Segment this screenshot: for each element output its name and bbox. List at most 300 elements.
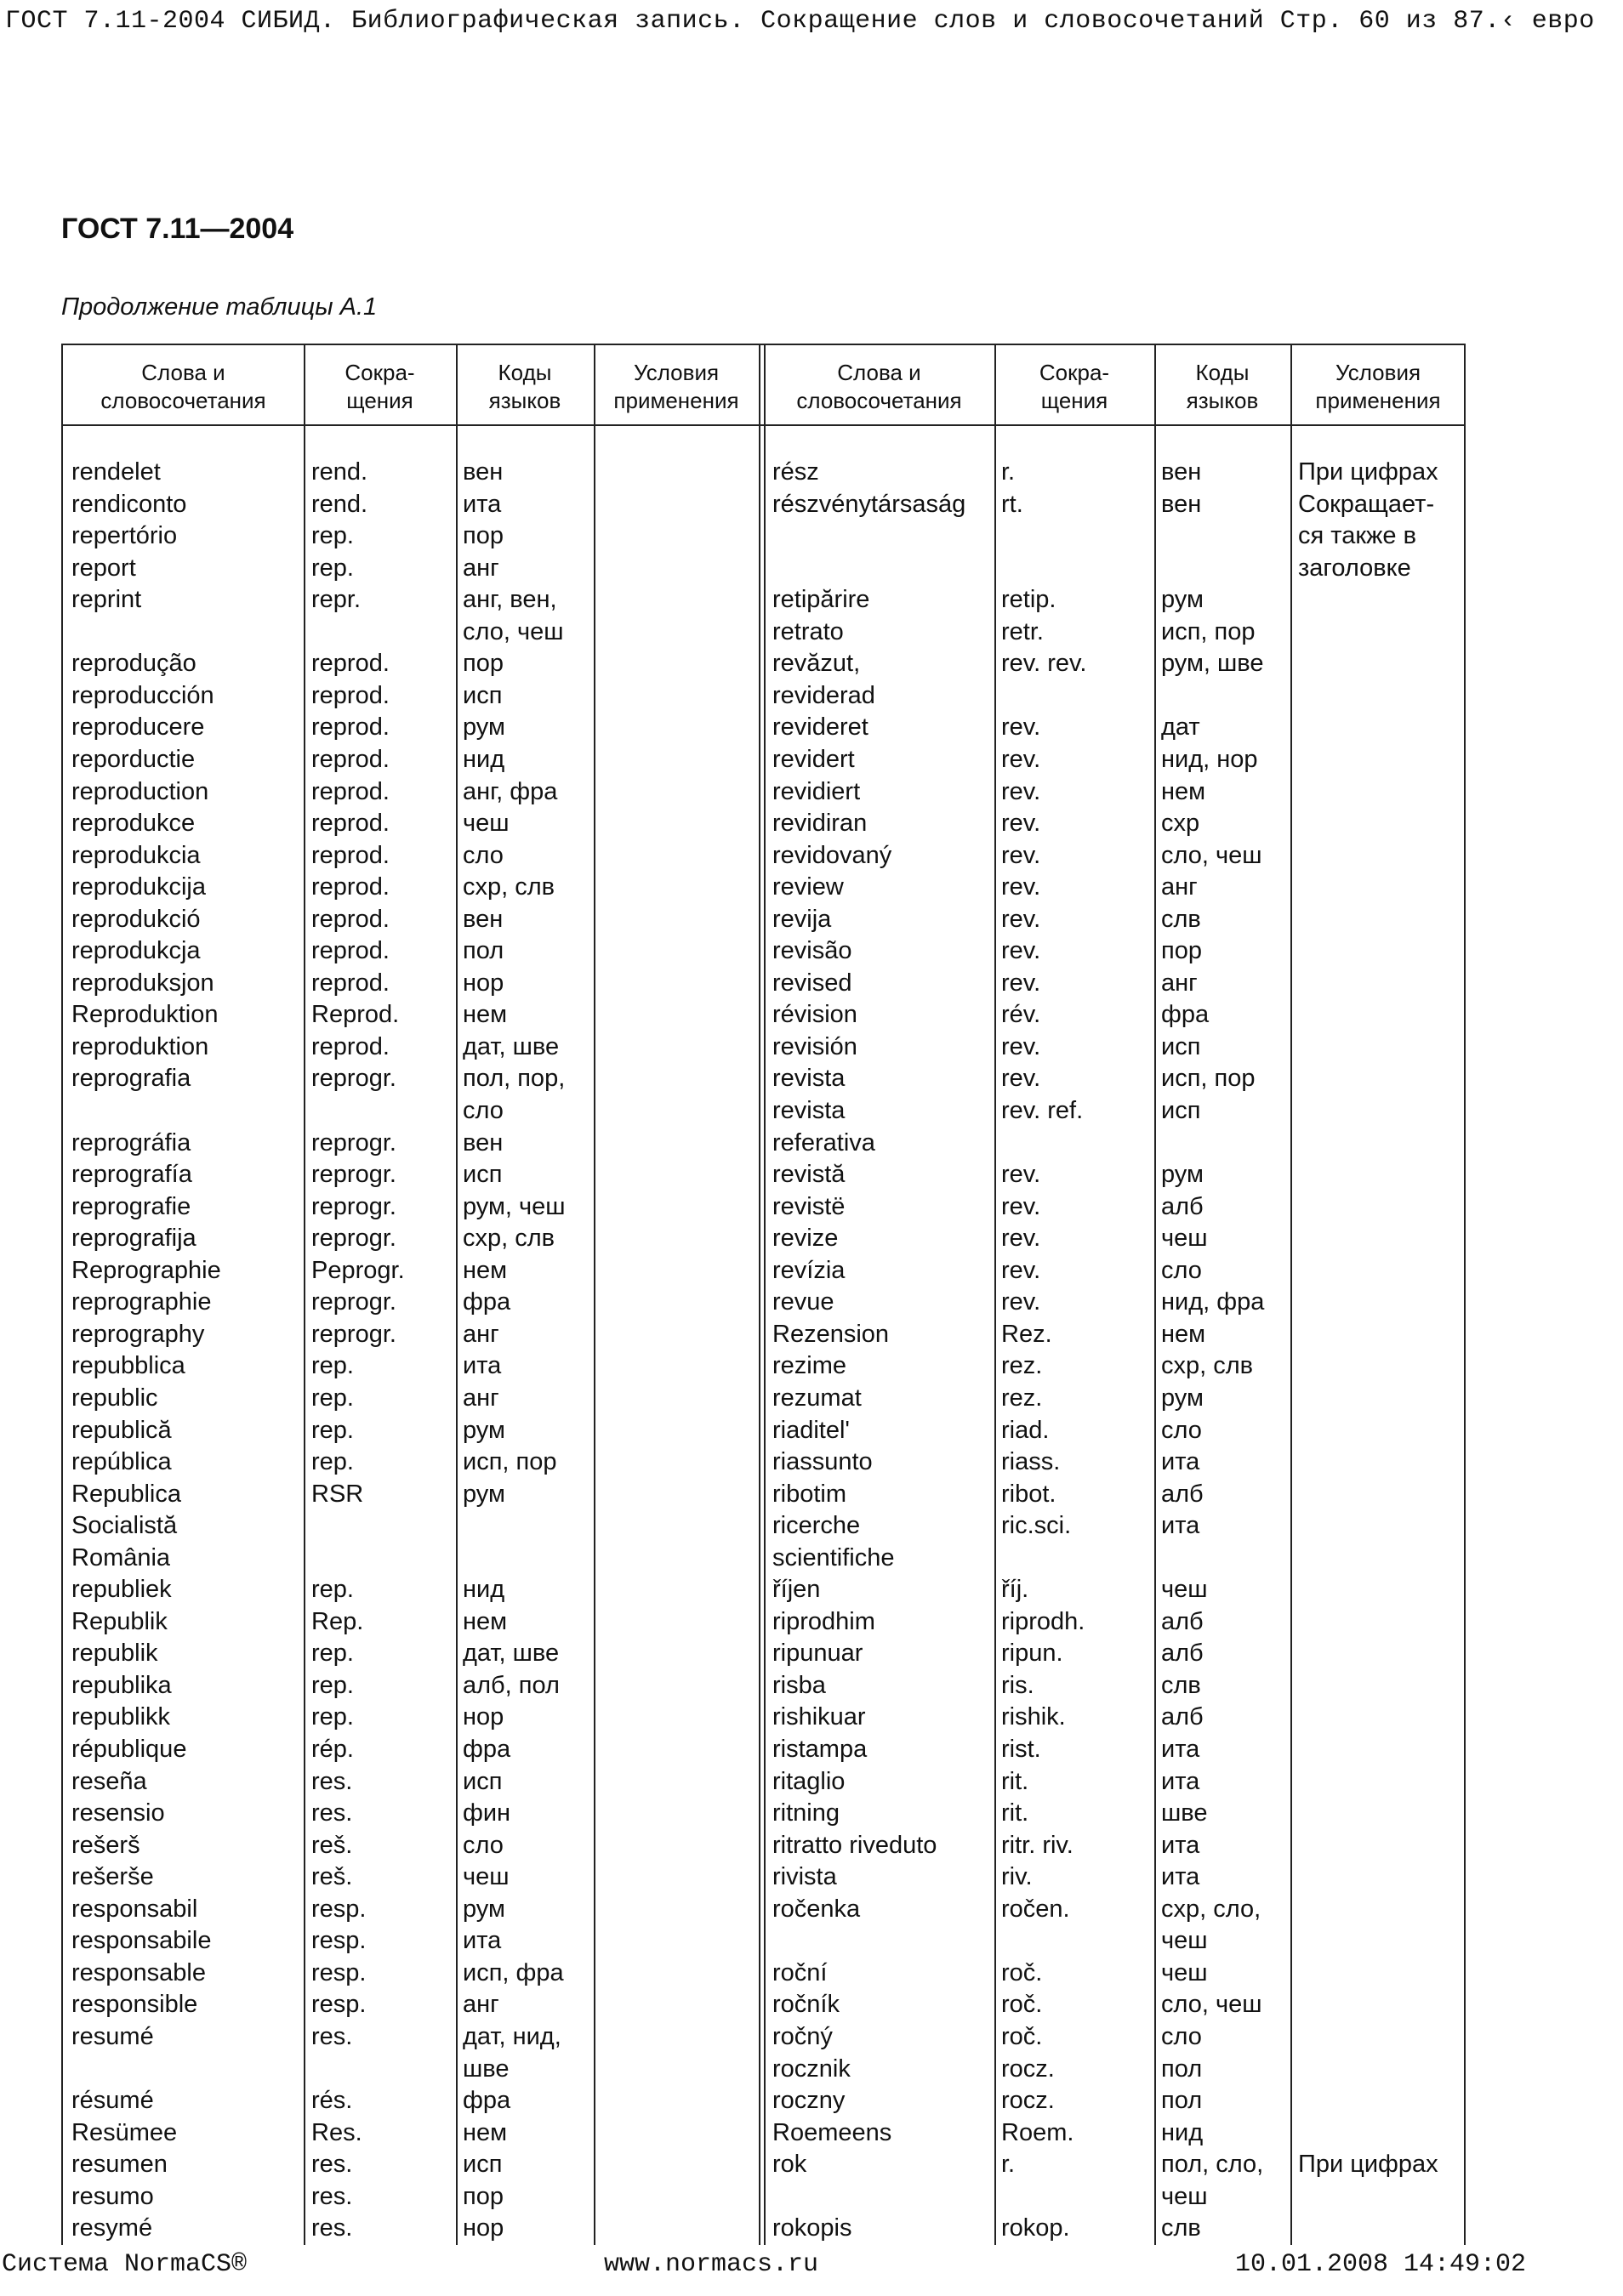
cell-abbrev-right: rev. [1001, 777, 1041, 805]
cell-word-right: ročný [772, 2022, 833, 2050]
cell-lang: нем [463, 1607, 508, 1635]
cell-word-right: revisión [772, 1032, 857, 1060]
cell-abbrev: rep. [311, 554, 354, 582]
cell-word-right: retipărire [772, 586, 870, 614]
cell-lang: фра [463, 1736, 511, 1763]
cell-abbrev-right: rt. [1001, 490, 1023, 518]
cell-word: république [71, 1736, 187, 1763]
cell-lang-right: нем [1161, 777, 1206, 805]
cell-abbrev-right: rev. [1001, 1225, 1041, 1253]
cell-abbrev-right: rocz. [1001, 2054, 1055, 2083]
cell-lang-right: ита [1161, 1831, 1200, 1859]
table-row [63, 1669, 1464, 1702]
cell-abbrev-right: ric.sci. [1001, 1512, 1072, 1540]
cell-word-right: revised [772, 969, 852, 997]
cell-word: republică [71, 1416, 172, 1444]
cell-lang-right: ита [1161, 1448, 1200, 1476]
cell-word-right: rezumat [772, 1384, 862, 1412]
table-row [63, 1414, 1464, 1446]
cell-word-right: riprodhim [772, 1607, 875, 1635]
cell-lang-right: слв [1161, 2214, 1201, 2242]
table-row [63, 998, 1464, 1031]
cell-word: reprodução [71, 650, 196, 678]
cell-word: rendiconto [71, 490, 187, 518]
table-row [63, 903, 1464, 935]
cell-abbrev-right: riprodh. [1001, 1607, 1085, 1635]
cell-lang-right: слв [1161, 905, 1201, 933]
cell-lang: алб, пол [463, 1671, 560, 1699]
cell-abbrev: rep. [311, 1671, 354, 1699]
cell-word: reproduction [71, 777, 209, 805]
cell-lang-right: вен [1161, 458, 1202, 486]
cell-condition-right: ся также в [1298, 522, 1417, 550]
cell-word-right: revize [772, 1225, 839, 1253]
cell-lang: ита [463, 490, 502, 518]
cell-lang-right: сло, чеш [1161, 841, 1262, 869]
cell-word: reporductie [71, 745, 196, 773]
footer-system-name: Система NormaCS® [2, 2250, 248, 2279]
cell-word: resumen [71, 2151, 168, 2179]
cell-lang: дат, нид, [463, 2022, 561, 2050]
cell-word: republikk [71, 1703, 171, 1731]
cell-abbrev: reprod. [311, 681, 390, 709]
cell-lang-right: сло [1161, 1256, 1202, 1284]
cell-abbrev-right: rist. [1001, 1736, 1041, 1763]
cell-abbrev-right: rit. [1001, 1767, 1029, 1795]
abbreviation-table [61, 344, 1466, 2245]
cell-condition-right: При цифрах [1298, 458, 1438, 486]
table-row [63, 1957, 1464, 1989]
cell-abbrev-right: rev. rev. [1001, 650, 1087, 678]
cell-abbrev-right: rev. [1001, 1065, 1041, 1093]
cell-lang: исп [463, 681, 503, 709]
cell-word: Republica [71, 1480, 181, 1508]
cell-abbrev-right: ribot. [1001, 1480, 1056, 1508]
cell-lang: фра [463, 2087, 511, 2115]
cell-abbrev-right: rev. ref. [1001, 1097, 1084, 1124]
cell-abbrev-right: retip. [1001, 586, 1056, 614]
cell-abbrev-right: říj. [1001, 1576, 1029, 1604]
cell-word: rešerš [71, 1831, 140, 1859]
cell-word: reprodukcija [71, 873, 206, 901]
cell-abbrev-right: rev. [1001, 713, 1041, 742]
cell-abbrev: rés. [311, 2087, 353, 2115]
cell-lang-right: алб [1161, 1703, 1204, 1731]
cell-abbrev: reš. [311, 1831, 353, 1859]
cell-lang-right: слв [1161, 1671, 1201, 1699]
cell-word-right: revista [772, 1097, 846, 1124]
cell-lang-right: схр [1161, 810, 1200, 838]
cell-abbrev-right: Rez. [1001, 1320, 1052, 1348]
cell-lang: чеш [463, 1863, 510, 1891]
cell-abbrev-right: rev. [1001, 873, 1041, 901]
cell-word-right: rishikuar [772, 1703, 866, 1731]
table-row [63, 1542, 1464, 1574]
table-row [63, 1573, 1464, 1605]
cell-lang: сло [463, 1097, 504, 1124]
cell-lang: ита [463, 1927, 502, 1955]
cell-word-right: ročník [772, 1991, 840, 2019]
cell-abbrev: res. [311, 1767, 353, 1795]
table-row [63, 2148, 1464, 2180]
cell-lang: нем [463, 1256, 508, 1284]
cell-lang-right: нем [1161, 1320, 1206, 1348]
cell-abbrev: res. [311, 1799, 353, 1827]
cell-word: reprografie [71, 1192, 191, 1220]
cell-lang: рум [463, 1895, 505, 1923]
cell-lang: сло [463, 1831, 504, 1859]
cell-word-right: riassunto [772, 1448, 873, 1476]
cell-word-right: rocznik [772, 2054, 851, 2083]
cell-lang: чеш [463, 810, 510, 838]
cell-lang: рум [463, 713, 505, 742]
table-row [63, 1893, 1464, 1925]
cell-word: reprodukcja [71, 937, 201, 965]
cell-word: responsabile [71, 1927, 212, 1955]
table-row [63, 1478, 1464, 1510]
table-row [63, 1829, 1464, 1861]
cell-abbrev: reprogr. [311, 1065, 396, 1093]
cell-lang: анг, вен, [463, 586, 557, 614]
cell-lang: пор [463, 522, 504, 550]
table-row [63, 1701, 1464, 1733]
cell-abbrev: reprod. [311, 937, 390, 965]
cell-lang: пол, пор, [463, 1065, 566, 1093]
table-row [63, 1733, 1464, 1765]
cell-word-right: ripunuar [772, 1640, 863, 1668]
cell-lang-right: ита [1161, 1863, 1200, 1891]
cell-lang-right: рум, шве [1161, 650, 1264, 678]
cell-lang-right: алб [1161, 1480, 1204, 1508]
cell-word-right: revăzut, [772, 650, 861, 678]
cell-word: rešerše [71, 1863, 154, 1891]
cell-lang: пор [463, 650, 504, 678]
cell-lang-right: нид, нор [1161, 745, 1258, 773]
cell-lang: нид [463, 745, 505, 773]
cell-lang: рум, чеш [463, 1192, 566, 1220]
cell-abbrev: reprod. [311, 841, 390, 869]
cell-lang: сло [463, 841, 504, 869]
cell-word-right: ristampa [772, 1736, 868, 1763]
cell-word-right: rész [772, 458, 819, 486]
table-row [63, 1350, 1464, 1382]
cell-word: resymé [71, 2214, 153, 2242]
cell-abbrev: rép. [311, 1736, 354, 1763]
cell-lang-right: исп, пор [1161, 617, 1256, 645]
cell-abbrev: reprod. [311, 777, 390, 805]
cell-word: reproduksjon [71, 969, 214, 997]
cell-word: reprografia [71, 1065, 191, 1093]
cell-lang-right: чеш [1161, 1576, 1208, 1604]
cell-abbrev-right: Roem. [1001, 2118, 1074, 2146]
cell-word-right: ritratto riveduto [772, 1831, 937, 1859]
cell-lang-right: фра [1161, 1001, 1210, 1029]
cell-abbrev-right: rev. [1001, 745, 1041, 773]
cell-word: România [71, 1543, 171, 1571]
cell-condition-right: заголовке [1298, 554, 1411, 582]
cell-word-right: revisão [772, 937, 852, 965]
cell-word-right: részvénytársaság [772, 490, 966, 518]
cell-abbrev-right: rev. [1001, 1256, 1041, 1284]
cell-abbrev: rend. [311, 458, 368, 486]
table-row [63, 1031, 1464, 1063]
cell-word: reproducción [71, 681, 214, 709]
cell-lang: анг [463, 1991, 499, 2019]
cell-word: Socialistă [71, 1512, 178, 1540]
cell-condition-right: Сокращает- [1298, 490, 1435, 518]
cell-word: Reprographie [71, 1256, 221, 1284]
cell-word-right: Roemeens [772, 2118, 892, 2146]
table-row [63, 1286, 1464, 1318]
cell-abbrev: reprod. [311, 745, 390, 773]
cell-word-right: revue [772, 1288, 834, 1316]
cell-lang-right: пол [1161, 2087, 1203, 2115]
cell-abbrev-right: ročen. [1001, 1895, 1070, 1923]
table-row [63, 1158, 1464, 1191]
table-row [63, 1988, 1464, 2020]
cell-abbrev: resp. [311, 1991, 367, 2019]
table-row [63, 2180, 1464, 2213]
cell-word: repubblica [71, 1352, 185, 1380]
cell-abbrev: rep. [311, 1448, 354, 1476]
cell-lang: рум [463, 1416, 505, 1444]
cell-word: rendelet [71, 458, 161, 486]
cell-word: résumé [71, 2087, 154, 2115]
cell-word-right: ročenka [772, 1895, 861, 1923]
cell-abbrev: reprod. [311, 873, 390, 901]
cell-abbrev-right: rev. [1001, 969, 1041, 997]
cell-abbrev: rep. [311, 1640, 354, 1668]
cell-abbrev-right: ris. [1001, 1671, 1034, 1699]
cell-abbrev-right: rev. [1001, 1161, 1041, 1189]
cell-abbrev-right: roč. [1001, 2022, 1043, 2050]
table-row [63, 1446, 1464, 1478]
cell-abbrev-right: rishik. [1001, 1703, 1066, 1731]
cell-lang-right: анг [1161, 969, 1198, 997]
cell-lang-right: алб [1161, 1192, 1204, 1220]
cell-abbrev-right: rocz. [1001, 2087, 1055, 2115]
cell-lang: нем [463, 1001, 508, 1029]
cell-abbrev-right: rev. [1001, 905, 1041, 933]
table-row [63, 520, 1464, 552]
cell-lang-right: дат [1161, 713, 1200, 742]
cell-abbrev: rep. [311, 522, 354, 550]
footer-website: www.normacs.ru [604, 2250, 819, 2279]
cell-abbrev-right: rez. [1001, 1384, 1043, 1412]
cell-word-right: retrato [772, 617, 844, 645]
cell-abbrev: reprod. [311, 969, 390, 997]
cell-word: resensio [71, 1799, 165, 1827]
cell-abbrev: reprogr. [311, 1320, 396, 1348]
cell-abbrev-right: roč. [1001, 1991, 1043, 2019]
cell-word: reprography [71, 1320, 205, 1348]
cell-abbrev: reprogr. [311, 1161, 396, 1189]
cell-lang: анг, фра [463, 777, 558, 805]
table-row [63, 616, 1464, 648]
cell-abbrev: reprod. [311, 650, 390, 678]
table-row [63, 711, 1464, 743]
cell-word-right: revidiran [772, 810, 868, 838]
table-row [63, 1062, 1464, 1094]
cell-abbrev: res. [311, 2182, 353, 2210]
header-conditions: Условия применения [613, 360, 739, 413]
cell-lang: сло, чеш [463, 617, 564, 645]
cell-word-right: reviderad [772, 681, 875, 709]
cell-word-right: révision [772, 1001, 857, 1029]
cell-abbrev-right: rez. [1001, 1352, 1043, 1380]
table-row [63, 2053, 1464, 2085]
cell-lang-right: пол, сло, [1161, 2151, 1264, 2179]
header-divider [63, 424, 1464, 426]
cell-word: republik [71, 1640, 158, 1668]
table-row [63, 583, 1464, 616]
cell-abbrev-right: rev. [1001, 810, 1041, 838]
table-row [63, 1637, 1464, 1669]
cell-abbrev-right: ritr. riv. [1001, 1831, 1073, 1859]
cell-lang-right: вен [1161, 490, 1202, 518]
cell-abbrev: rep. [311, 1703, 354, 1731]
table-row [63, 1605, 1464, 1638]
cell-word-right: scientifiche [772, 1543, 895, 1571]
cell-word: Reproduktion [71, 1001, 219, 1029]
header-conditions-right: Условия применения [1315, 360, 1441, 413]
cell-abbrev-right: rev. [1001, 841, 1041, 869]
table-row [63, 456, 1464, 488]
table-row [63, 2212, 1464, 2244]
cell-lang: исп [463, 1767, 503, 1795]
cell-lang-right: исп, пор [1161, 1065, 1256, 1093]
cell-lang: нем [463, 2118, 508, 2146]
cell-lang: вен [463, 1128, 504, 1157]
table-row [63, 488, 1464, 520]
cell-abbrev: RSR [311, 1480, 364, 1508]
cell-word: resumé [71, 2022, 154, 2050]
cell-lang: дат, шве [463, 1640, 560, 1668]
table-row [63, 1861, 1464, 1893]
cell-word-right: riaditel' [772, 1416, 850, 1444]
table-row [63, 743, 1464, 776]
cell-word-right: roční [772, 1958, 828, 1986]
cell-lang-right: ита [1161, 1736, 1200, 1763]
cell-abbrev-right: rév. [1001, 1001, 1041, 1029]
cell-abbrev-right: riad. [1001, 1416, 1050, 1444]
cell-lang: схр, слв [463, 1225, 555, 1253]
cell-lang-right: схр, сло, [1161, 1895, 1261, 1923]
cell-word: reprodukce [71, 810, 196, 838]
cell-condition-right: При цифрах [1298, 2151, 1438, 2179]
cell-word: reprographie [71, 1288, 212, 1316]
footer-timestamp: 10.01.2008 14:49:02 [1235, 2250, 1527, 2279]
cell-lang-right: чеш [1161, 1927, 1208, 1955]
table-row [63, 1127, 1464, 1159]
header-abbrev-right: Сокра- щения [1039, 360, 1110, 413]
cell-abbrev: reprogr. [311, 1225, 396, 1253]
cell-word: responsabil [71, 1895, 198, 1923]
cell-word-right: referativa [772, 1128, 875, 1157]
cell-abbrev-right: riass. [1001, 1448, 1061, 1476]
cell-lang: фра [463, 1288, 511, 1316]
cell-word: republika [71, 1671, 172, 1699]
cell-word-right: revízia [772, 1256, 846, 1284]
cell-word: Resümee [71, 2118, 178, 2146]
cell-lang-right: шве [1161, 1799, 1208, 1827]
table-row [63, 776, 1464, 808]
cell-abbrev: res. [311, 2151, 353, 2179]
cell-abbrev: reprod. [311, 810, 390, 838]
cell-word: republiek [71, 1576, 172, 1604]
cell-lang-right: пор [1161, 937, 1202, 965]
table-row [63, 552, 1464, 584]
table-row [63, 679, 1464, 712]
cell-abbrev: reprod. [311, 713, 390, 742]
table-row [63, 2084, 1464, 2117]
cell-lang-right: рум [1161, 586, 1204, 614]
cell-word-right: rezime [772, 1352, 847, 1380]
cell-abbrev-right: rev. [1001, 937, 1041, 965]
cell-word: reprografía [71, 1161, 192, 1189]
cell-abbrev: Res. [311, 2118, 362, 2146]
cell-word-right: revistë [772, 1192, 846, 1220]
cell-abbrev: reprogr. [311, 1288, 396, 1316]
cell-abbrev: reprod. [311, 905, 390, 933]
standard-title: ГОСТ 7.11—2004 [61, 213, 294, 245]
table-row [63, 1094, 1464, 1127]
cell-lang: схр, слв [463, 873, 555, 901]
cell-abbrev-right: riv. [1001, 1863, 1033, 1891]
cell-word: responsible [71, 1991, 198, 2019]
cell-lang: нид [463, 1576, 505, 1604]
table-row [63, 1765, 1464, 1798]
cell-word-right: risba [772, 1671, 826, 1699]
table-row [63, 2117, 1464, 2149]
cell-word-right: revidert [772, 745, 855, 773]
cell-word: repertório [71, 522, 178, 550]
cell-word-right: revidiert [772, 777, 861, 805]
cell-abbrev: reprogr. [311, 1192, 396, 1220]
table-row [63, 839, 1464, 872]
table-row [63, 807, 1464, 839]
cell-lang: пор [463, 2182, 504, 2210]
cell-lang: дат, шве [463, 1032, 560, 1060]
cell-lang: анг [463, 554, 499, 582]
cell-lang: вен [463, 905, 504, 933]
cell-word: reprográfia [71, 1128, 191, 1157]
cell-word-right: Rezension [772, 1320, 890, 1348]
cell-word: resumo [71, 2182, 154, 2210]
cell-lang: исп, фра [463, 1958, 564, 1986]
cell-word: Republik [71, 1607, 168, 1635]
cell-abbrev: resp. [311, 1958, 367, 1986]
cell-abbrev: reprod. [311, 1032, 390, 1060]
cell-word-right: ribotim [772, 1480, 847, 1508]
cell-word-right: rivista [772, 1863, 837, 1891]
cell-abbrev-right: rokop. [1001, 2214, 1070, 2242]
cell-lang: анг [463, 1320, 499, 1348]
cell-word-right: revista [772, 1065, 846, 1093]
cell-word: reprodukció [71, 905, 201, 933]
cell-abbrev-right: ripun. [1001, 1640, 1063, 1668]
table-row [63, 647, 1464, 679]
table-row [63, 1924, 1464, 1957]
cell-lang: нор [463, 969, 504, 997]
cell-lang-right: рум [1161, 1161, 1204, 1189]
cell-lang: рум [463, 1480, 505, 1508]
cell-abbrev: rep. [311, 1576, 354, 1604]
cell-lang-right: сло, чеш [1161, 1991, 1262, 2019]
table-row [63, 1318, 1464, 1350]
cell-lang: исп, пор [463, 1448, 557, 1476]
cell-lang-right: нид [1161, 2118, 1204, 2146]
